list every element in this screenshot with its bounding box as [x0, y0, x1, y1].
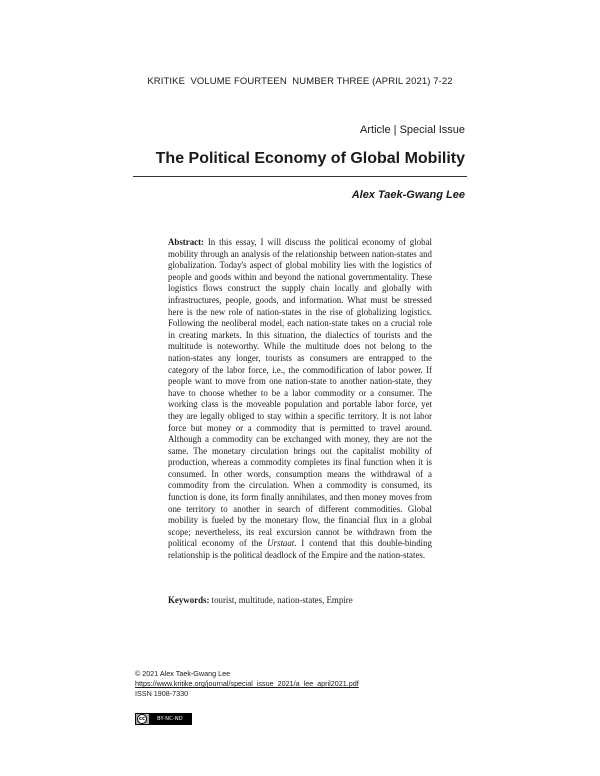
abstract-label: Abstract: — [168, 237, 204, 247]
footer-block — [135, 669, 359, 699]
article-type-label: Article | Special Issue — [360, 124, 465, 136]
keywords-label: Keywords: — [168, 595, 210, 605]
article-url-link[interactable]: https://www.kritike.org/journal/special_issue_2021/a_lee_april2021.pdf — [135, 679, 359, 688]
title-divider — [133, 176, 467, 177]
running-head: KRITIKE VOLUME FOURTEEN NUMBER THREE (APRIL 2021) 7-22 — [147, 76, 453, 87]
creative-commons-icon: cc — [137, 714, 147, 724]
keywords-line — [168, 595, 432, 607]
article-title: The Political Economy of Global Mobility — [155, 150, 465, 167]
cc-license-badge[interactable] — [135, 713, 192, 725]
abstract-italic-term: Urstaat — [267, 538, 295, 549]
issn-line: ISSN 1908-7330 — [135, 689, 189, 698]
copyright-line: © 2021 Alex Taek-Gwang Lee — [135, 669, 231, 678]
author-name: Alex Taek-Gwang Lee — [351, 189, 465, 201]
cc-license-text: BY-NC-ND — [149, 714, 191, 724]
abstract-text-part-1: In this essay, I will discuss the political economy of global mobility through an analysis of the relationship between nation-states and globalization. Today's aspect of global mobility lies with the logistics of people and goods within and beyond the national governmentality. These logistics flows construct the supply chain locally and globally with infrastructures, people, goods, and information. What must be stressed here is the new role of nation-states in the rise of globalizing logistics. Following the neoliberal model, each nation-state takes on a crucial role in creating markets. In this situation, the dialectics of tourists and the multitude is noteworthy. While the multitude does not belong to the nation-states any longer, tourists as consumers are entrapped to the category of the labor force, i.e., the commodification of labor power. If people want to move from one nation-state to another nation-state, they have to choose whether to be a labor commodity or a consumer. The working class is the moveable population and portable labor force, yet they are legally obliged to stay within a specific territory. It is not labor force but money or a commodity that is permitted to travel around. Although a commodity can be exchanged with money, they are not the same. The monetary circulation brings out the capitalist mobility of production, whereas a commodity completes its final function when it is consumed. In other words, consumption means the withdrawal of a commodity from the circulation. When a commodity is consumed, its function is done, its form finally annihilates, and then money moves from one territory to another in search of different commodities. Global mobility is fueled by the monetary flow, the financial flux in a global scope; nevertheless, its real excursion cannot be withdrawn from the political economy of the — [168, 237, 432, 549]
abstract-text-part-2: . I contend that this double-binding relationship is the political deadlock of the Empire and the nation-states. — [168, 538, 432, 561]
keywords-text: tourist, multitude, nation-states, Empire — [209, 595, 353, 605]
abstract-paragraph — [168, 237, 432, 562]
